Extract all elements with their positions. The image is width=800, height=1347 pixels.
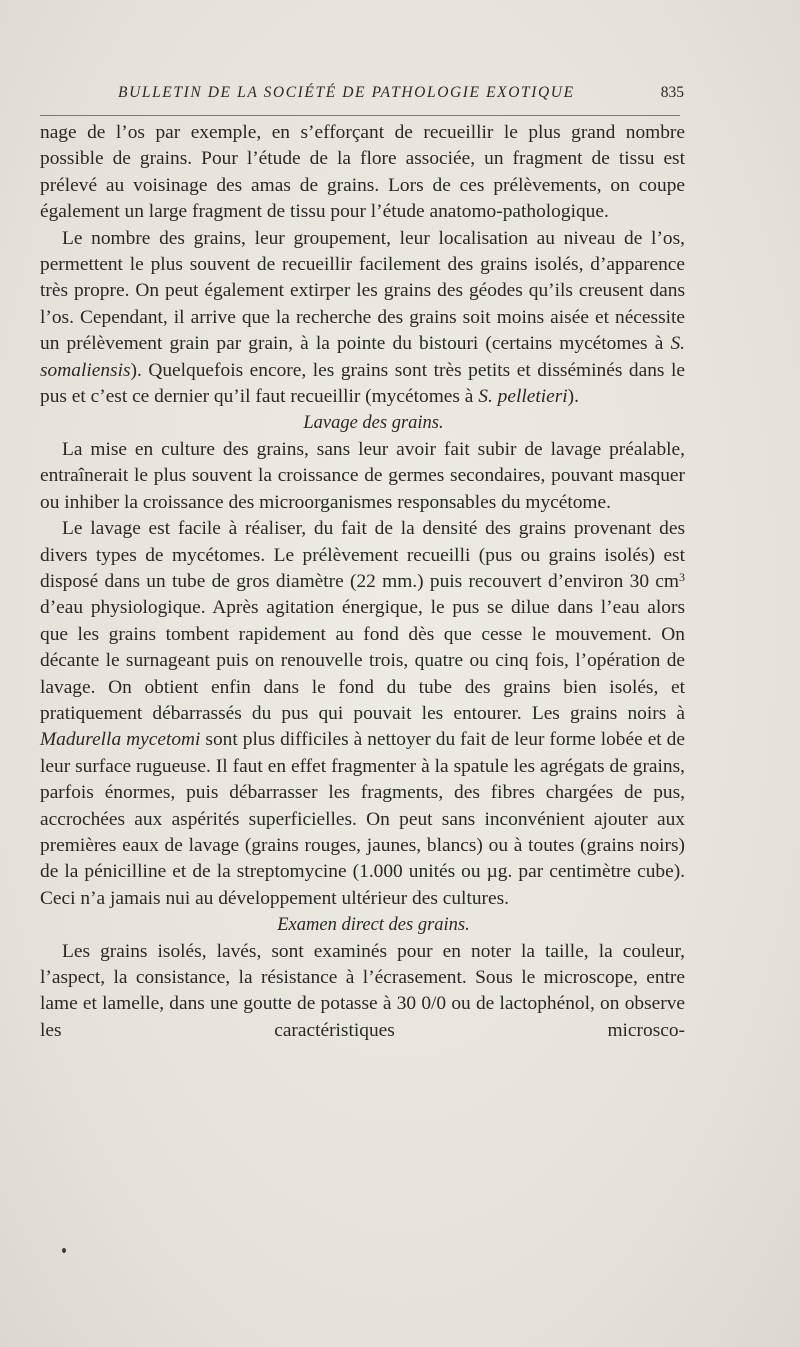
body-text bbox=[40, 120, 685, 1044]
section-title-examen: Examen direct des grains. bbox=[277, 915, 470, 936]
species-madurella: Madurella mycetomi bbox=[40, 729, 201, 751]
paragraph-2-text-c: ). bbox=[567, 386, 579, 408]
ink-speck bbox=[62, 1248, 66, 1253]
paragraph-1: nage de l’os par exemple, en s’efforçant de recueillir le plus grand nombre possible de grains. Pour l’étude de la flore associée, un fragment de tissu est prélevé au voisinage des amas de grains. Lors de ces prélèvements, on coupe également un large fragment de tissu pour l’étude anatomo-pathologique. bbox=[40, 122, 685, 223]
page-number: 835 bbox=[660, 84, 684, 101]
header-rule bbox=[40, 115, 680, 116]
paragraph-4 bbox=[40, 516, 685, 912]
paragraph-4-text-b: d’eau physiologique. Après agitation énergique, le pus se dilue dans l’eau alors que les grains tombent rapidement au fond dès que cesse le mouvement. On décante le surnageant puis on renouvelle trois, quatre ou cinq fois, l’opération de lavage. On obtient enfin dans le fond du tube des grains bien isolés, et pratiquement débarrassés du pus qui pouvait les entourer. Les grains noirs à bbox=[40, 597, 685, 724]
paragraph-4-text-c: sont plus difficiles à nettoyer du fait de leur forme lobée et de leur surface rugueuse. Il faut en effet fragmenter à la spatule les agrégats de grains, parfois énormes, puis débarrasser les fragments, des fibres chargées de pus, accrochées aux aspérités superficielles. On peut sans inconvénient ajouter aux premières eaux de lavage (grains rouges, jaunes, blancs) ou à toutes (grains noirs) de la pénicilline et de la streptomycine (1.000 unités ou µg. par centimètre cube). Ceci n’a jamais nui au développement ultérieur des cultures. bbox=[40, 729, 685, 909]
section-title-lavage: Lavage des grains. bbox=[303, 413, 444, 434]
paragraph-2-text-a: Le nombre des grains, leur groupement, leur localisation au niveau de l’os, permettent le plus souvent de recueillir facilement des grains isolés, d’apparence très propre. On peut également extirper les grains des géodes qu’ils creusent dans l’os. Cependant, il arrive que la recherche des grains soit moins aisée et nécessite un prélèvement grain par grain, à la pointe du bistouri (certains mycétomes à bbox=[40, 227, 685, 355]
paragraph-2 bbox=[40, 226, 685, 411]
running-title: BULLETIN DE LA SOCIÉTÉ DE PATHOLOGIE EXOTIQUE bbox=[118, 84, 575, 101]
species-somaliensis: S. somaliensis bbox=[40, 333, 685, 381]
cubic-superscript: 3 bbox=[679, 569, 685, 584]
paragraph-3: La mise en culture des grains, sans leur avoir fait subir de lavage préalable, entraînerait le plus souvent la croissance de germes secondaires, pouvant masquer ou inhiber la croissance des microorganismes responsables du mycétome. bbox=[40, 438, 685, 513]
running-header bbox=[40, 84, 684, 108]
paragraph-4-text-a: Le lavage est facile à réaliser, du fait de la densité des grains provenant des divers types de mycétomes. Le prélèvement recueilli (pus ou grains isolés) est disposé dans un tube de gros diamètre (22 mm.) puis recouvert d’environ 30 cm bbox=[40, 518, 685, 592]
paragraph-5: Les grains isolés, lavés, sont examinés pour en noter la taille, la couleur, l’aspect, la consistance, la résistance à l’écrasement. Sous le microscope, entre lame et lamelle, dans une goutte de potasse à 30 0/0 ou de lactophénol, on observe les caractéristiques microsco- bbox=[40, 940, 685, 1041]
paragraph-2-text-b: ). Quelquefois encore, les grains sont très petits et disséminés dans le pus et c’est ce dernier qu’il faut recueillir (mycétomes à bbox=[40, 359, 685, 408]
species-pelletieri: S. pelletieri bbox=[478, 386, 568, 408]
